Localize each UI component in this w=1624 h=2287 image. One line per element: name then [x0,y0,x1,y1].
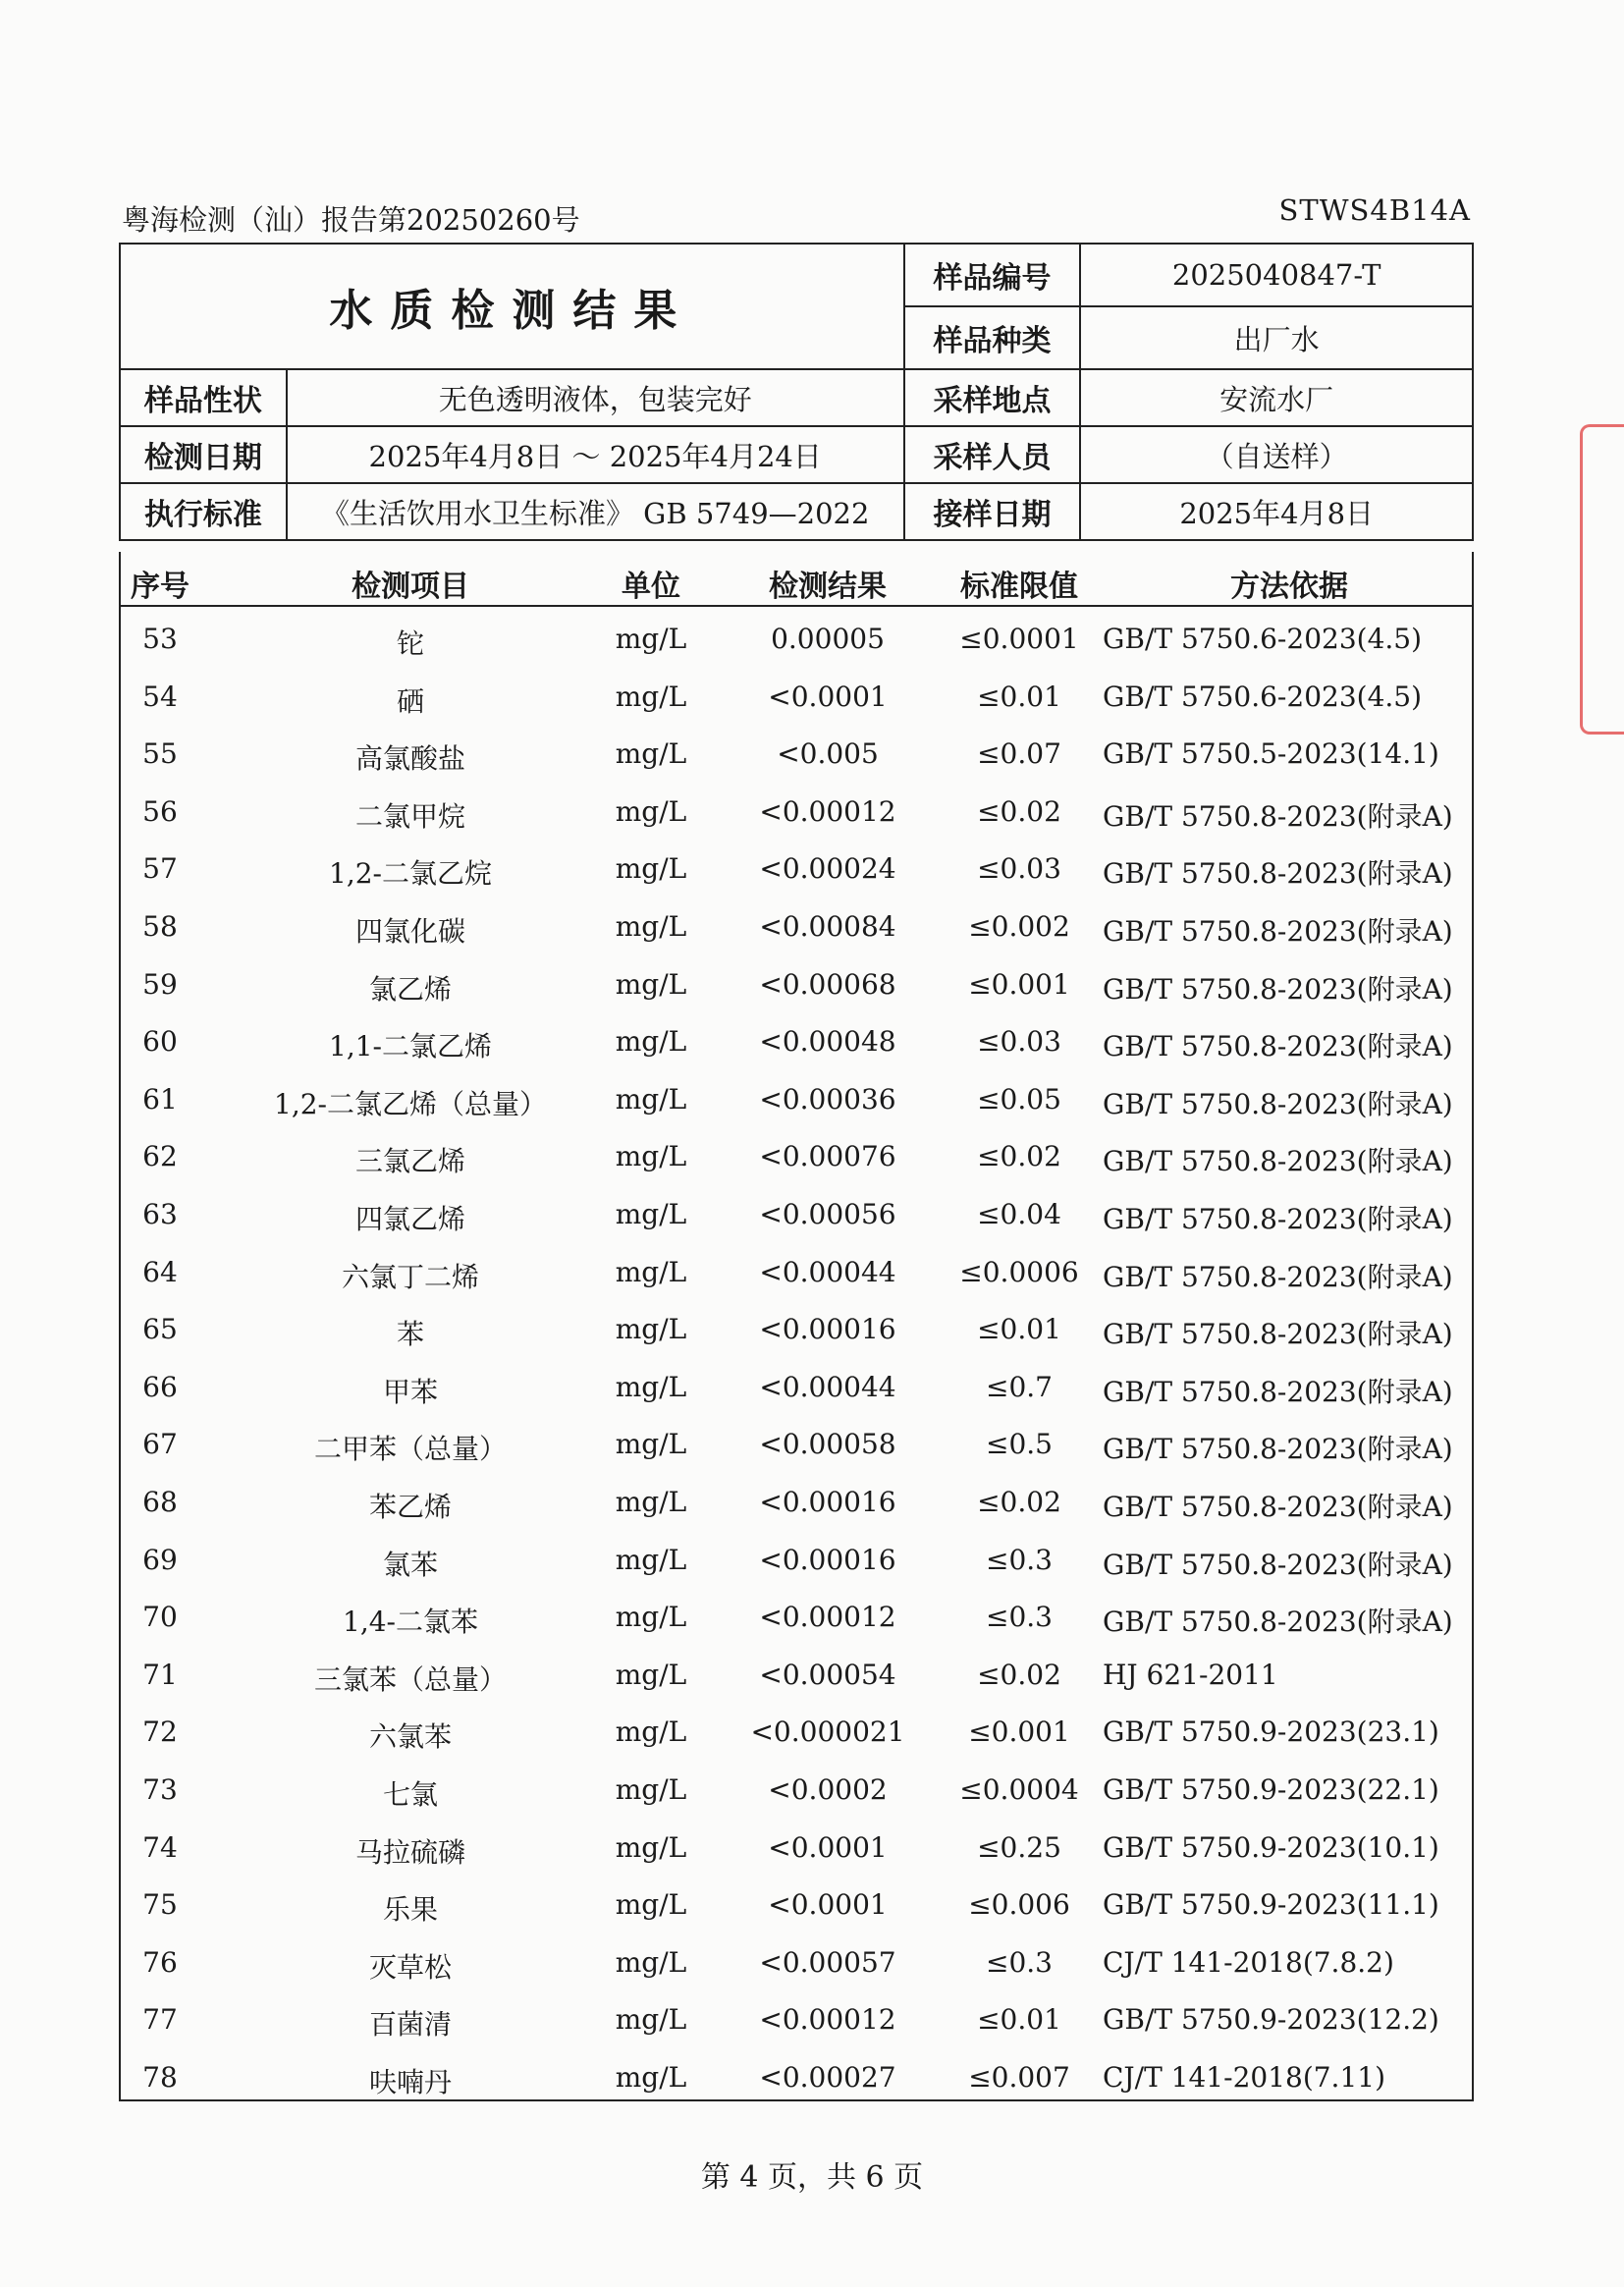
table-row [121,1128,1472,1185]
row-unit: mg/L [615,2003,687,2037]
row-result: 0.00005 [771,623,885,655]
seal-stamp [1580,424,1624,735]
row-unit: mg/L [615,1888,687,1922]
sample-props: 无色透明液体，包装完好 [287,369,904,426]
row-method: GB/T 5750.6-2023(4.5) [1103,623,1423,655]
row-result: <0.00054 [759,1658,896,1691]
row-result: <0.00016 [759,1313,896,1346]
row-method: GB/T 5750.9-2023(12.2) [1103,2003,1439,2037]
row-item: 1,1-二氯乙烯 [329,1030,492,1063]
row-no: 65 [142,1313,178,1346]
row-limit: ≤0.001 [968,967,1070,1001]
row-result: <0.00012 [759,1601,896,1634]
table-row [121,669,1472,726]
row-limit: ≤0.3 [986,1601,1053,1634]
row-no: 68 [142,1486,178,1518]
row-no: 66 [142,1370,178,1403]
report-number: 粤海检测（汕）报告第20250260号 [122,203,580,237]
row-item: 七氯 [382,1778,438,1811]
row-method: GB/T 5750.8-2023(附录A) [1103,1203,1453,1235]
col-header-method: 方法依据 [1230,570,1348,604]
col-header-no: 序号 [131,570,189,604]
row-limit: ≤0.01 [977,680,1061,713]
row-unit: mg/L [615,1830,687,1864]
row-method: GB/T 5750.8-2023(附录A) [1103,972,1453,1006]
row-method: GB/T 5750.8-2023(附录A) [1103,1491,1453,1523]
row-no: 60 [142,1025,178,1059]
page-title: 水质检测结果 [120,244,904,369]
table-row [121,611,1472,668]
row-no: 74 [142,1830,178,1864]
row-no: 70 [142,1601,178,1634]
row-no: 58 [142,910,178,943]
col-header-item: 检测项目 [352,570,469,604]
row-unit: mg/L [615,1198,687,1230]
row-method: GB/T 5750.8-2023(附录A) [1103,1087,1453,1120]
row-item: 二甲苯（总量） [313,1433,507,1466]
table-row [121,956,1472,1013]
row-item: 硒 [396,684,424,718]
row-limit: ≤0.25 [977,1830,1061,1864]
row-unit: mg/L [615,1255,687,1288]
row-no: 63 [142,1198,178,1230]
sampling-site: 安流水厂 [1080,369,1473,426]
table-row [121,1301,1472,1358]
row-unit: mg/L [615,1313,687,1346]
row-no: 71 [142,1658,178,1691]
row-result: <0.00012 [759,2003,896,2037]
row-item: 甲苯 [382,1375,438,1408]
row-limit: ≤0.03 [977,852,1061,886]
sample-no-label: 样品编号 [904,244,1081,306]
row-method: GB/T 5750.8-2023(附录A) [1103,1145,1453,1178]
row-method: GB/T 5750.8-2023(附录A) [1103,799,1453,833]
row-method: GB/T 5750.9-2023(23.1) [1103,1715,1439,1749]
row-limit: ≤0.001 [968,1715,1070,1749]
row-no: 55 [142,737,178,771]
row-method: GB/T 5750.9-2023(22.1) [1103,1773,1439,1806]
sampling-site-label: 采样地点 [904,369,1081,426]
row-no: 72 [142,1715,178,1749]
row-result: <0.00016 [759,1543,896,1576]
row-no: 61 [142,1082,178,1116]
row-item: 高氯酸盐 [354,742,465,776]
table-row [121,1647,1472,1704]
row-limit: ≤0.02 [977,1658,1061,1691]
row-item: 1,2-二氯乙烷 [329,857,492,891]
row-unit: mg/L [615,1025,687,1059]
row-item: 百菌清 [368,2008,452,2042]
sample-props-label: 样品性状 [120,369,287,426]
row-no: 77 [142,2003,178,2037]
row-limit: ≤0.002 [968,910,1070,943]
row-limit: ≤0.0004 [959,1773,1079,1806]
row-limit: ≤0.07 [977,737,1061,771]
row-no: 53 [142,623,178,655]
row-limit: ≤0.006 [968,1888,1070,1922]
row-item: 苯乙烯 [368,1491,452,1523]
row-method: GB/T 5750.8-2023(附录A) [1103,1375,1453,1408]
row-limit: ≤0.007 [968,2061,1070,2094]
row-unit: mg/L [615,623,687,655]
table-row [121,1244,1472,1301]
table-row [121,1991,1472,2048]
row-method: CJ/T 141-2018(7.8.2) [1103,1945,1394,1979]
results-table [119,552,1474,2101]
row-unit: mg/L [615,1543,687,1576]
row-result: <0.0001 [768,1830,888,1864]
row-result: <0.0001 [768,680,888,713]
row-no: 56 [142,794,178,828]
row-limit: ≤0.3 [986,1543,1053,1576]
row-limit: ≤0.0006 [959,1255,1079,1288]
row-no: 57 [142,852,178,886]
test-date: 2025年4月8日 ～ 2025年4月24日 [287,426,904,483]
row-method: GB/T 5750.8-2023(附录A) [1103,915,1453,948]
row-method: GB/T 5750.8-2023(附录A) [1103,857,1453,891]
row-unit: mg/L [615,794,687,828]
table-row [121,1934,1472,1991]
row-unit: mg/L [615,2061,687,2094]
sampler-label: 采样人员 [904,426,1081,483]
row-result: <0.00058 [759,1428,896,1461]
row-limit: ≤0.02 [977,794,1061,828]
page-footer: 第 4 页，共 6 页 [700,2160,924,2195]
table-row [121,1474,1472,1531]
row-item: 氯苯 [382,1548,438,1581]
row-no: 76 [142,1945,178,1979]
table-row [121,1532,1472,1589]
table-row [121,1071,1472,1128]
row-result: <0.00012 [759,794,896,828]
row-unit: mg/L [615,1428,687,1461]
table-row [121,784,1472,841]
sample-no: 2025040847-T [1080,244,1473,306]
row-result: <0.00048 [759,1025,896,1059]
row-item: 1,4-二氯苯 [343,1606,478,1639]
row-no: 62 [142,1140,178,1173]
row-result: <0.0002 [768,1773,888,1806]
row-unit: mg/L [615,1082,687,1116]
row-limit: ≤0.0001 [959,623,1079,655]
row-method: GB/T 5750.9-2023(10.1) [1103,1830,1439,1864]
row-result: <0.00044 [759,1370,896,1403]
table-row [121,1416,1472,1473]
row-limit: ≤0.02 [977,1486,1061,1518]
row-limit: ≤0.05 [977,1082,1061,1116]
row-item: 呋喃丹 [368,2066,452,2098]
row-item: 苯 [396,1318,424,1351]
table-row [121,1762,1472,1819]
row-unit: mg/L [615,1486,687,1518]
row-method: GB/T 5750.8-2023(附录A) [1103,1260,1453,1293]
row-item: 三氯苯（总量） [313,1662,507,1696]
row-unit: mg/L [615,1140,687,1173]
table-row [121,726,1472,783]
table-row [121,1877,1472,1933]
row-item: 三氯乙烯 [354,1145,465,1178]
row-unit: mg/L [615,1370,687,1403]
row-no: 59 [142,967,178,1001]
table-row [121,1704,1472,1761]
row-result: <0.00076 [759,1140,896,1173]
row-item: 马拉硫磷 [354,1835,465,1869]
row-unit: mg/L [615,1945,687,1979]
sample-type-label: 样品种类 [904,306,1081,369]
row-result: <0.00027 [759,2061,896,2094]
col-header-limit: 标准限值 [960,570,1078,604]
row-limit: ≤0.7 [986,1370,1053,1403]
row-limit: ≤0.01 [977,1313,1061,1346]
row-limit: ≤0.03 [977,1025,1061,1059]
row-unit: mg/L [615,1601,687,1634]
results-header-row [121,552,1472,607]
row-no: 78 [142,2061,178,2094]
row-unit: mg/L [615,1773,687,1806]
row-no: 54 [142,680,178,713]
row-unit: mg/L [615,737,687,771]
table-row [121,2049,1472,2106]
row-result: <0.00024 [759,852,896,886]
row-result: <0.00057 [759,1945,896,1979]
table-row [121,1820,1472,1877]
row-limit: ≤0.5 [986,1428,1053,1461]
row-method: GB/T 5750.8-2023(附录A) [1103,1433,1453,1466]
row-no: 64 [142,1255,178,1288]
row-unit: mg/L [615,910,687,943]
row-item: 乐果 [382,1893,438,1927]
row-result: <0.0001 [768,1888,888,1922]
standard: 《生活饮用水卫生标准》 GB 5749—2022 [287,483,904,540]
table-row [121,1186,1472,1243]
row-limit: ≤0.02 [977,1140,1061,1173]
standard-label: 执行标准 [120,483,287,540]
test-date-label: 检测日期 [120,426,287,483]
row-result: <0.00044 [759,1255,896,1288]
row-method: HJ 621-2011 [1103,1658,1278,1691]
row-limit: ≤0.04 [977,1198,1061,1230]
row-method: GB/T 5750.9-2023(11.1) [1103,1888,1439,1922]
row-item: 1,2-二氯乙烯（总量） [274,1087,547,1120]
row-limit: ≤0.3 [986,1945,1053,1979]
header-table [119,243,1474,541]
row-result: <0.00016 [759,1486,896,1518]
row-unit: mg/L [615,1715,687,1749]
row-result: <0.005 [777,737,879,771]
row-item: 六氯苯 [368,1720,452,1754]
row-item: 灭草松 [368,1950,452,1984]
receive-date: 2025年4月8日 [1080,483,1473,540]
row-item: 氯乙烯 [368,972,452,1006]
col-header-unit: 单位 [622,570,680,604]
table-row [121,1359,1472,1416]
row-unit: mg/L [615,967,687,1001]
row-method: CJ/T 141-2018(7.11) [1103,2061,1386,2094]
row-item: 铊 [396,627,424,660]
row-no: 75 [142,1888,178,1922]
sampler: （自送样） [1080,426,1473,483]
row-no: 69 [142,1543,178,1576]
receive-date-label: 接样日期 [904,483,1081,540]
sample-type: 出厂水 [1080,306,1473,369]
row-limit: ≤0.01 [977,2003,1061,2037]
row-unit: mg/L [615,852,687,886]
row-method: GB/T 5750.5-2023(14.1) [1103,737,1439,771]
row-method: GB/T 5750.6-2023(4.5) [1103,680,1423,713]
row-method: GB/T 5750.8-2023(附录A) [1103,1318,1453,1351]
row-method: GB/T 5750.8-2023(附录A) [1103,1606,1453,1639]
row-result: <0.00056 [759,1198,896,1230]
row-method: GB/T 5750.8-2023(附录A) [1103,1030,1453,1063]
table-row [121,1013,1472,1070]
row-result: <0.00084 [759,910,896,943]
row-unit: mg/L [615,680,687,713]
row-result: <0.00036 [759,1082,896,1116]
row-result: <0.00068 [759,967,896,1001]
row-result: <0.000021 [750,1715,905,1749]
col-header-result: 检测结果 [769,570,887,604]
row-item: 四氯化碳 [354,915,465,948]
row-item: 四氯乙烯 [354,1203,465,1235]
row-no: 67 [142,1428,178,1461]
row-item: 六氯丁二烯 [341,1260,479,1293]
row-unit: mg/L [615,1658,687,1691]
row-item: 二氯甲烷 [354,799,465,833]
report-code: STWS4B14A [1278,193,1471,227]
row-no: 73 [142,1773,178,1806]
table-row [121,1589,1472,1646]
row-method: GB/T 5750.8-2023(附录A) [1103,1548,1453,1581]
table-row [121,898,1472,955]
table-row [121,841,1472,898]
